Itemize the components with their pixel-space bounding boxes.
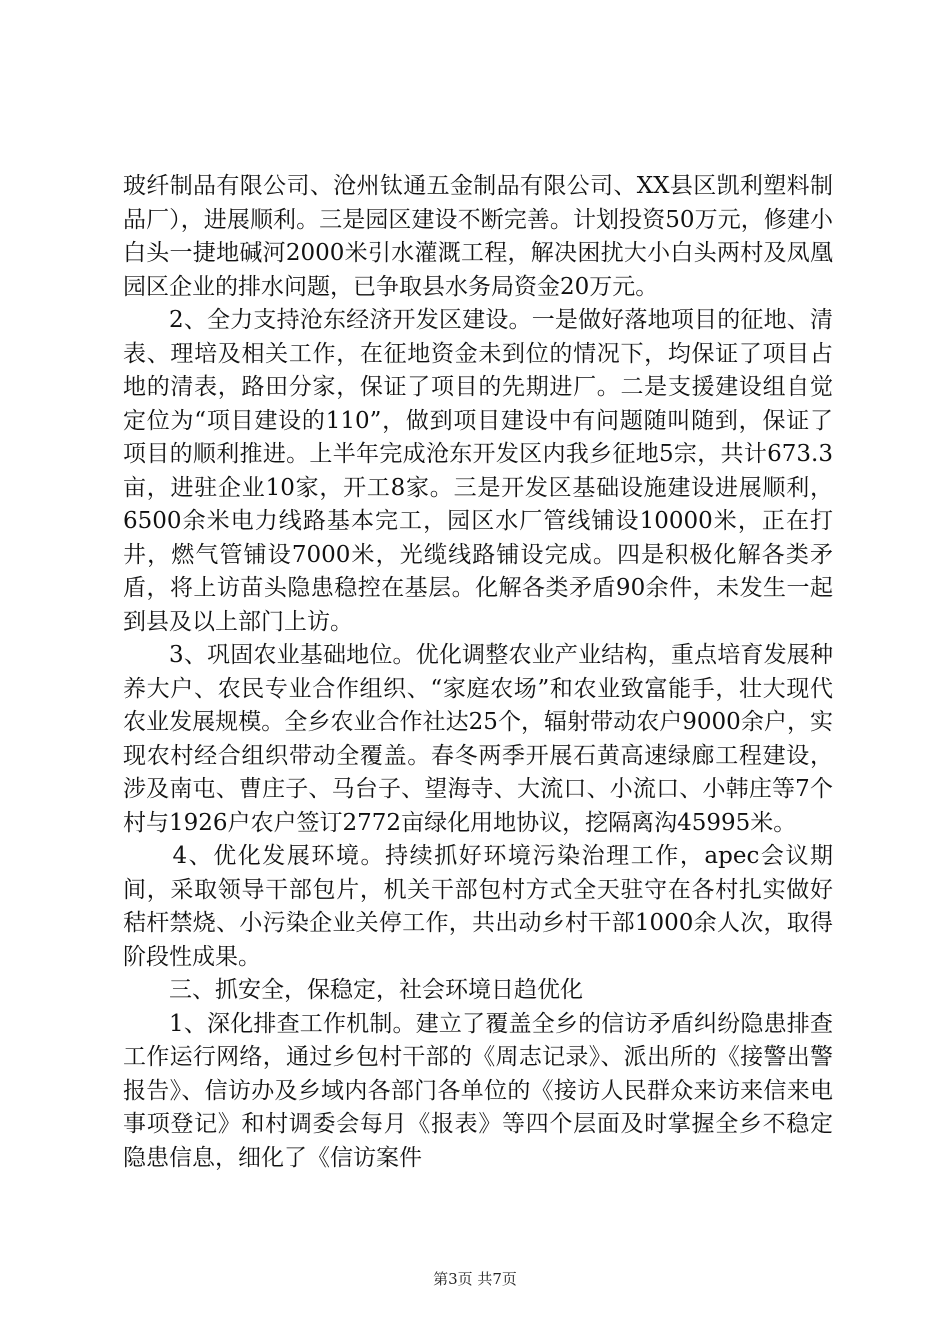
paragraph-section-3: 3、巩固农业基础地位。优化调整农业产业结构，重点培育发展种养大户、农民专业合作组织、“家庭农场”和农业致富能手，壮大现代农业发展规模。全乡农业合作社达25个，辐射带动农户9000余户，实现农村经合组织带动全覆盖。春冬两季开展石黄高速绿廊工程建设，涉及南屯、曹庄子、马台子、望海寺、大流口、小流口、小韩庄等7个村与1926户农户签订2772亩绿化用地协议，挖隔离沟45995米。 [123, 642, 833, 836]
paragraph-continuation: 玻纤制品有限公司、沧州钛通五金制品有限公司、XX县区凯利塑料制品厂），进展顺利。三是园区建设不断完善。计划投资50万元，修建小白头一捷地碱河2000米引水灌溉工程，解决困扰大小白头两村及凤凰园区企业的排水问题，已争取县水务局资金20万元。 [123, 173, 833, 300]
paragraph-section-2: 2、全力支持沧东经济开发区建设。一是做好落地项目的征地、清表、理培及相关工作，在征地资金未到位的情况下，均保证了项目占地的清表，路田分家，保证了项目的先期进厂。二是支援建设组自觉定位为“项目建设的110”，做到项目建设中有问题随叫随到，保证了项目的顺利推进。上半年完成沧东开发区内我乡征地5宗，共计673.3亩，进驻企业10家，开工8家。三是开发区基础设施建设进展顺利，6500余米电力线路基本完工，园区水厂管线铺设10000米，正在打井，燃气管铺设7000米，光缆线路铺设完成。四是积极化解各类矛盾，将上访苗头隐患稳控在基层。化解各类矛盾90余件，未发生一起到县及以上部门上访。 [123, 307, 833, 635]
paragraph-subsection-1: 1、深化排查工作机制。建立了覆盖全乡的信访矛盾纠纷隐患排查工作运行网络，通过乡包村干部的《周志记录》、派出所的《接警出警报告》、信访办及乡域内各部门各单位的《接访人民群众来访来信来电事项登记》和村调委会每月《报表》等四个层面及时掌握全乡不稳定隐患信息，细化了《信访案件 [123, 1010, 833, 1171]
section-heading: 三、抓安全，保稳定，社会环境日趋优化 [169, 977, 583, 1003]
paragraph-section-4: 4、优化发展环境。持续抓好环境污染治理工作，apec会议期间，采取领导干部包片，机关干部包村方式全天驻守在各村扎实做好秸杆禁烧、小污染企业关停工作，共出动乡村干部1000余人次，取得阶段性成果。 [123, 843, 833, 970]
document-body [123, 170, 833, 1175]
page-number-footer: 第3页 共7页 [433, 1270, 517, 1288]
